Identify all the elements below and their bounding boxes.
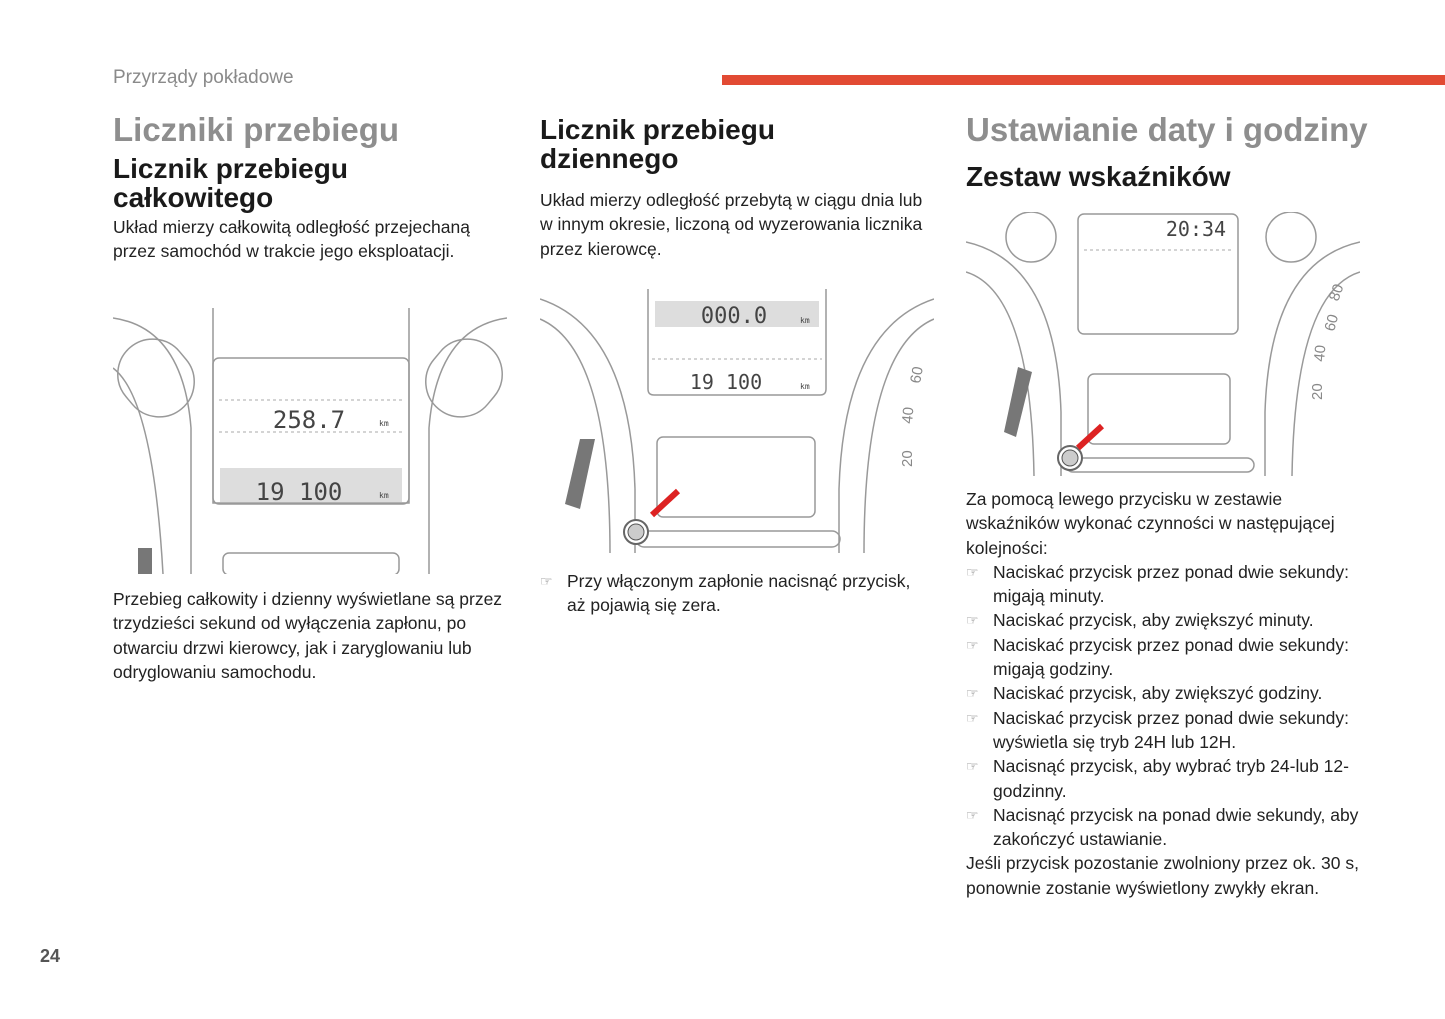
total-display: 19 100 (689, 370, 763, 394)
note-text: Przebieg całkowity i dzienny wyświetlane są przez trzydzieści sekund od wyłączenia zapłonu, po otwarciu drzwi kierowcy, jak i zaryglowaniu lub odryglowaniu samochodu. (113, 589, 503, 682)
trip-display: 258.7 (272, 406, 346, 434)
list-item (540, 569, 930, 618)
clock-display: 20:34 (1165, 217, 1227, 241)
step-text: Naciskać przycisk, aby zwiększyć godziny. (993, 683, 1323, 704)
gauge-label: 80 (1325, 281, 1348, 304)
subsection-title: Zestaw wskaźników (966, 161, 1231, 192)
gauge-label: 60 (1321, 312, 1343, 334)
hand-bullet-icon: ☞ (966, 612, 979, 629)
section-title: Liczniki przebiegu (113, 111, 400, 148)
list-item (966, 754, 1366, 803)
unit-label: km (800, 382, 810, 391)
trip-reset-illustration (540, 289, 934, 553)
list-item (966, 608, 1366, 632)
page-number: 24 (40, 946, 61, 966)
gauge-label: 20 (1309, 383, 1326, 400)
unit-label: km (800, 316, 810, 325)
column-date-time (966, 112, 1366, 191)
section-title: Ustawianie daty i godziny (966, 111, 1368, 148)
step-text: Nacisnąć przycisk, aby wybrać tryb 24-lub 12-godzinny. (993, 756, 1349, 801)
subsection-title: Licznik przebiegu całkowitego (113, 153, 348, 213)
hand-bullet-icon: ☞ (966, 636, 979, 653)
column-trip-odometer (540, 115, 930, 261)
clock-instructions (966, 487, 1366, 900)
list-item (966, 803, 1366, 852)
unit-label: km (379, 491, 389, 500)
intro-text: Układ mierzy odległość przebytą w ciągu dnia lub w innym okresie, liczoną od wyzerowania licznika przez kierowcę. (540, 190, 923, 259)
intro-text: Za pomocą lewego przycisku w zestawie wskaźników wykonać czynności w następującej kolejności: (966, 489, 1335, 558)
odometer-illustration (113, 308, 507, 574)
step-text: Naciskać przycisk przez ponad dwie sekundy: wyświetla się tryb 24H lub 12H. (993, 707, 1349, 752)
list-item (966, 681, 1366, 705)
list-item (966, 706, 1366, 755)
outro-text: Jeśli przycisk pozostanie zwolniony przez ok. 30 s, ponownie zostanie wyświetlony zwykły ekran. (966, 853, 1359, 898)
arrow-icon (652, 491, 678, 515)
hand-bullet-icon: ☞ (966, 709, 979, 726)
total-display: 19 100 (255, 478, 343, 506)
step-text: Nacisnąć przycisk na ponad dwie sekundy, aby zakończyć ustawianie. (993, 804, 1359, 850)
header-accent-bar (722, 75, 1445, 85)
section-title: Licznik przebiegu dziennego (540, 114, 775, 174)
step-text: Naciskać przycisk przez ponad dwie sekundy: migają godziny. (993, 634, 1349, 680)
hand-bullet-icon: ☞ (966, 563, 979, 580)
column-total-odometer (113, 112, 513, 264)
gauge-label: 40 (1311, 344, 1330, 363)
gauge-label: 60 (907, 365, 927, 385)
intro-text: Układ mierzy całkowitą odległość przejechaną przez samochód w trakcie jego eksploatacji. (113, 217, 470, 262)
gauge-label: 40 (899, 406, 918, 425)
section-label: Przyrządy pokładowe (113, 67, 294, 88)
trip-display: 000.0 (700, 304, 768, 329)
unit-label: km (379, 419, 389, 428)
step-text: Naciskać przycisk, aby zwiększyć minuty. (993, 610, 1314, 631)
hand-bullet-icon: ☞ (540, 573, 553, 589)
clock-setting-illustration (966, 212, 1360, 476)
list-item (966, 560, 1366, 609)
step-text: Przy włączonym zapłonie nacisnąć przycisk, aż pojawią się zera. (567, 571, 911, 616)
hand-bullet-icon: ☞ (966, 758, 979, 775)
reset-steps (540, 569, 930, 618)
gauge-label: 20 (899, 450, 916, 467)
hand-bullet-icon: ☞ (966, 806, 979, 823)
hand-bullet-icon: ☞ (966, 685, 979, 702)
step-text: Naciskać przycisk przez ponad dwie sekundy: migają minuty. (993, 561, 1349, 607)
list-item (966, 633, 1366, 682)
steps-list (966, 560, 1366, 852)
